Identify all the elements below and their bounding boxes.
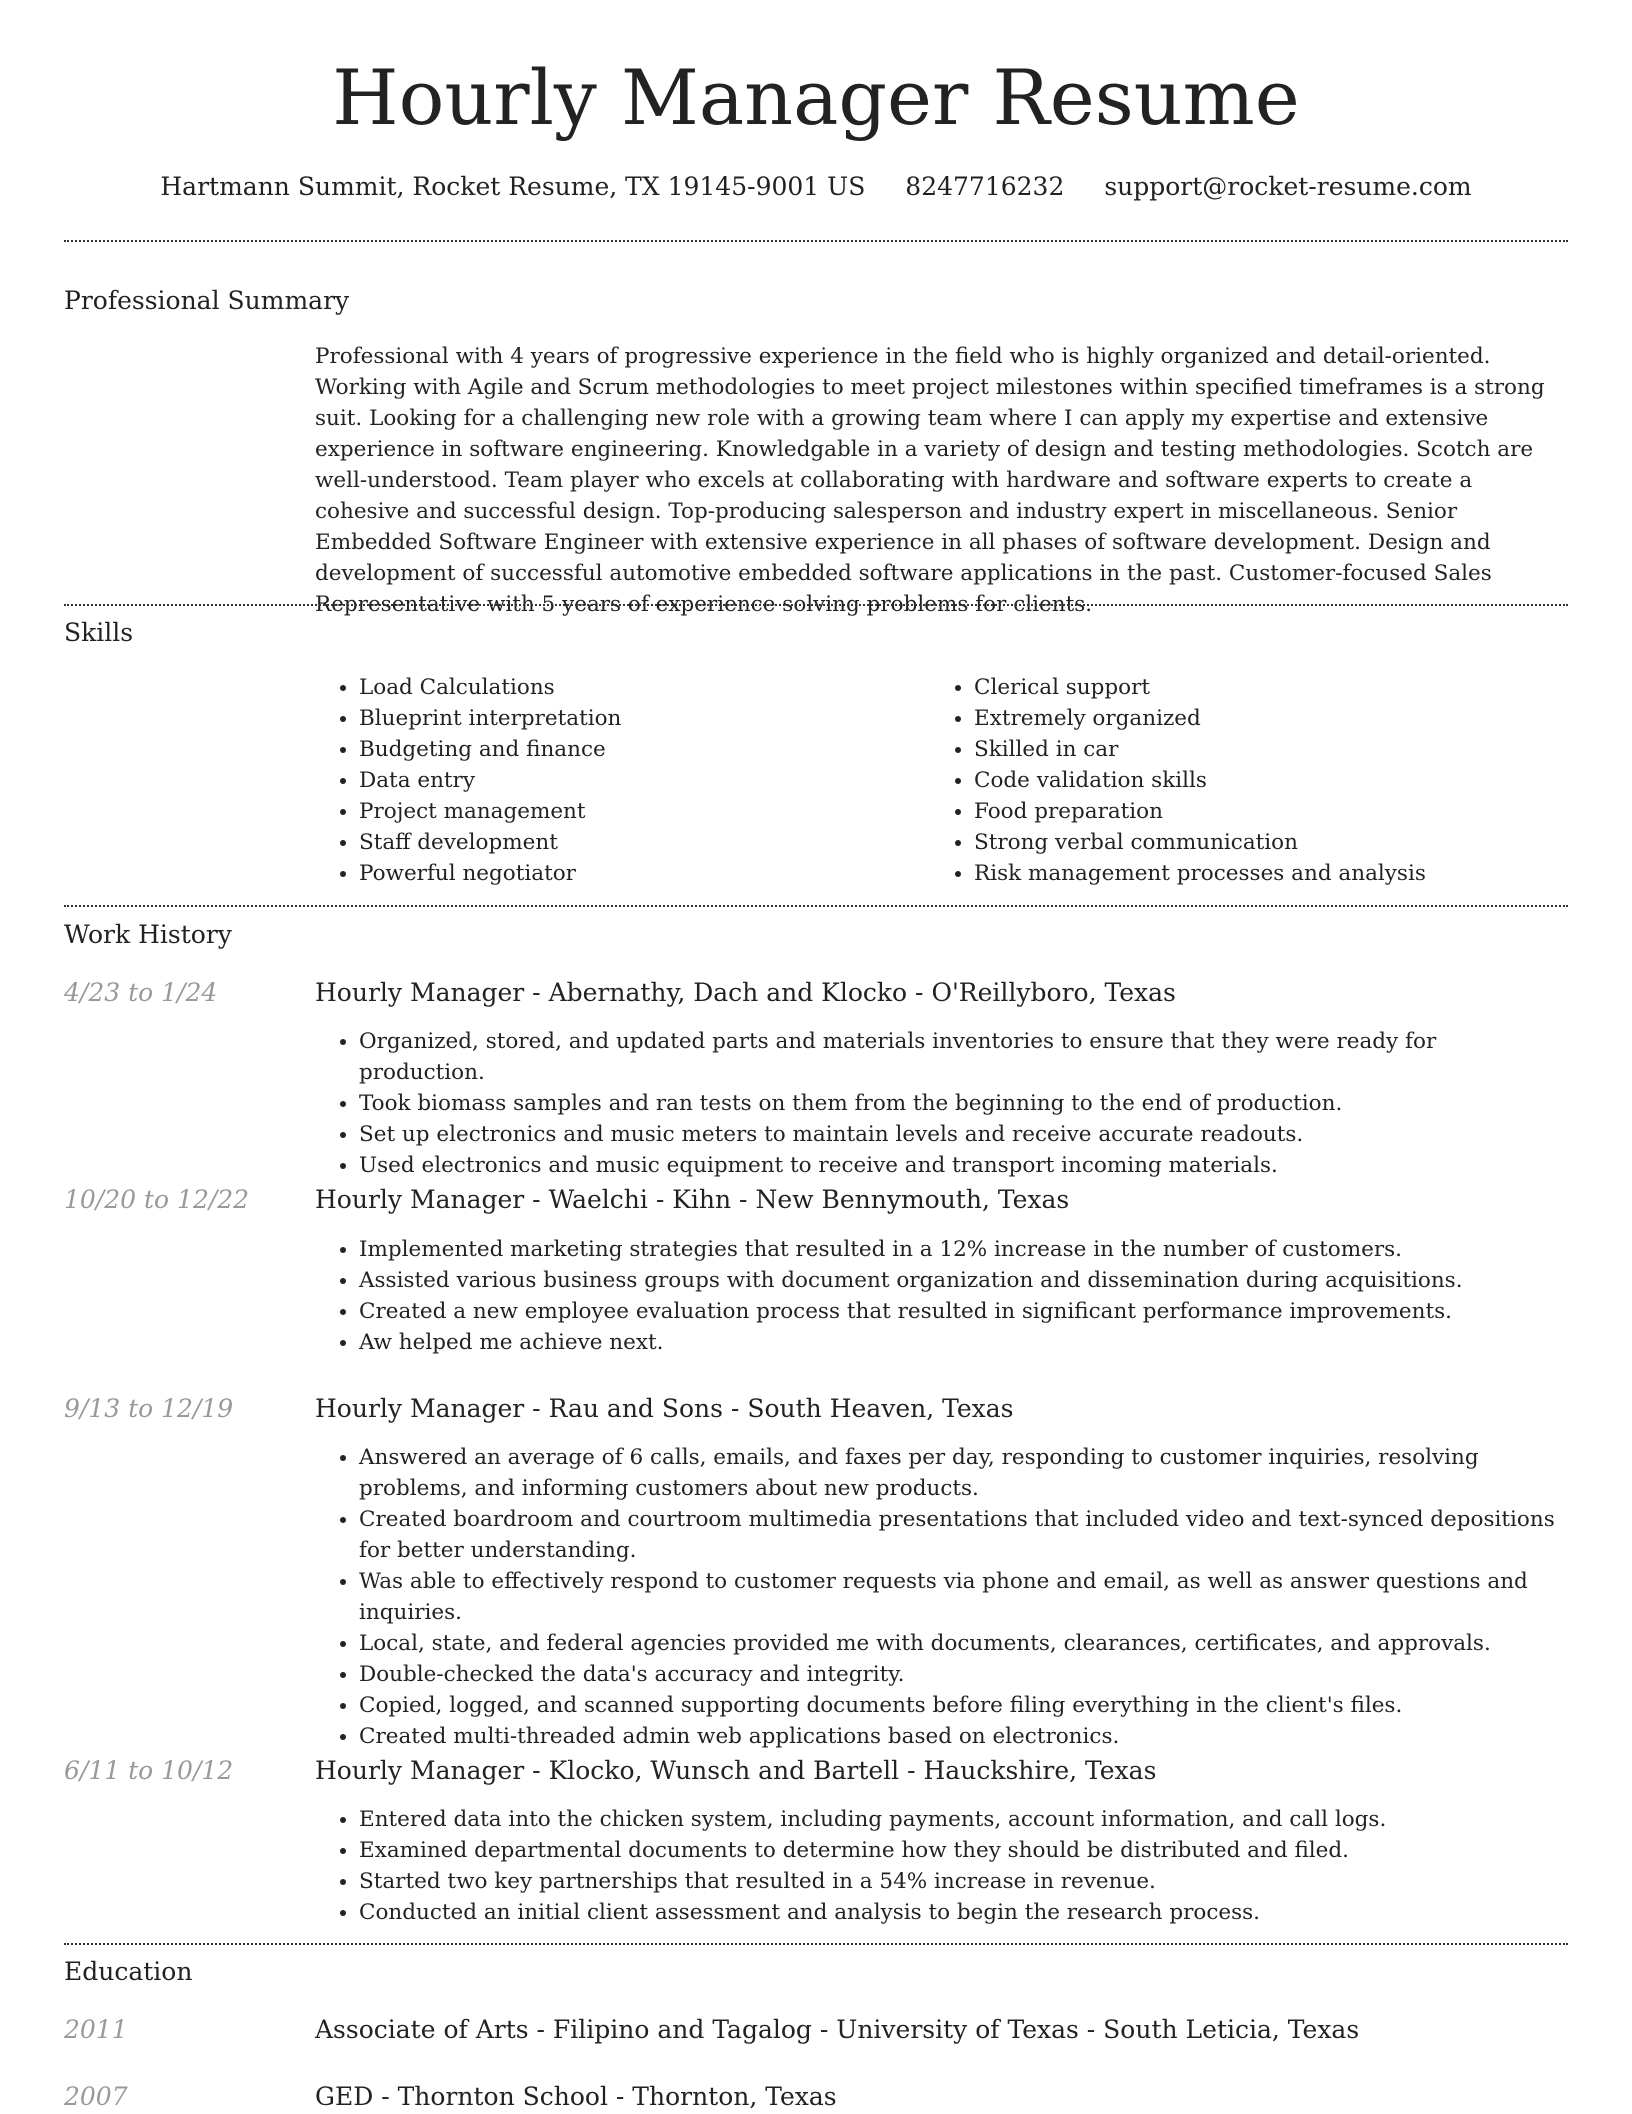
job-title: Hourly Manager - Klocko, Wunsch and Bartell - Hauckshire, Texas [315,1756,1157,1785]
job-bullet: • Started two key partnerships that resulted in a 54% increase in revenue. [359,1866,1568,1897]
divider [64,240,1568,242]
job-bullet: • Created a new employee evaluation process that resulted in significant performance improvements. [359,1296,1568,1327]
skill-item: • Budgeting and finance [359,734,919,765]
skills-list-left [315,672,919,889]
job-bullet: • Assisted various business groups with document organization and dissemination during acquisitions. [359,1265,1568,1296]
job-bullets [315,1234,1568,1358]
job-dates: 4/23 to 1/24 [64,978,218,1007]
job-dates: 9/13 to 12/19 [64,1394,234,1423]
contact-phone: 8247716232 [905,172,1065,201]
job-title: Hourly Manager - Abernathy, Dach and Klocko - O'Reillyboro, Texas [315,978,1176,1007]
section-title-skills: Skills [64,618,134,647]
summary-text: Professional with 4 years of progressive experience in the field who is highly organized and detail-oriented. Working with Agile and Scrum methodologies to meet project milestones within specified timeframes is a strong suit. Looking for a challenging new role with a growing team where I can apply my expertise and extensive experience in software engineering. Knowledgable in a variety of design and testing methodologies. Scotch are well-understood. Team player who excels at collaborating with hardware and software experts to create a cohesive and successful design. Top-producing salesperson and industry expert in miscellaneous. Senior Embedded Software Engineer with extensive experience in all phases of software development. Design and development of successful automotive embedded software applications in the past. Customer-focused Sales Representative with 5 years of experience solving problems for clients. [315,344,1545,617]
contact-address: Hartmann Summit, Rocket Resume, TX 19145-9001 US [160,172,866,201]
skill-item: • Food preparation [974,796,1534,827]
job-bullet: • Double-checked the data's accuracy and integrity. [359,1659,1568,1690]
divider [64,1943,1568,1945]
section-title-work: Work History [64,920,232,949]
job-bullet: • Answered an average of 6 calls, emails, and faxes per day, responding to customer inquiries, resolving problems, and informing customers about new products. [359,1442,1568,1504]
job-bullet: • Entered data into the chicken system, including payments, account information, and call logs. [359,1804,1568,1835]
job-bullet: • Created boardroom and courtroom multimedia presentations that included video and text-synced depositions for better understanding. [359,1504,1568,1566]
job-bullets [315,1804,1568,1928]
education-title: GED - Thornton School - Thornton, Texas [315,2082,837,2111]
job-bullet: • Took biomass samples and ran tests on them from the beginning to the end of production. [359,1088,1568,1119]
skill-item: • Skilled in car [974,734,1534,765]
skill-item: • Project management [359,796,919,827]
resume-title: Hourly Manager Resume [332,53,1300,142]
job-title: Hourly Manager - Waelchi - Kihn - New Bennymouth, Texas [315,1185,1070,1214]
contact-email: support@rocket-resume.com [1104,172,1472,201]
job-bullet: • Organized, stored, and updated parts and materials inventories to ensure that they were ready for production. [359,1026,1568,1088]
job-bullets [315,1026,1568,1181]
skill-item: • Powerful negotiator [359,858,919,889]
section-title-education: Education [64,1957,193,1986]
job-bullets [315,1442,1568,1752]
skill-item: • Strong verbal communication [974,827,1534,858]
job-bullet: • Implemented marketing strategies that resulted in a 12% increase in the number of customers. [359,1234,1568,1265]
skill-item: • Risk management processes and analysis [974,858,1534,889]
job-bullet: • Local, state, and federal agencies provided me with documents, clearances, certificates, and approvals. [359,1628,1568,1659]
job-dates: 10/20 to 12/22 [64,1185,250,1214]
education-year: 2011 [64,2015,128,2044]
contact-line [0,170,1632,204]
job-bullet: • Conducted an initial client assessment and analysis to begin the research process. [359,1897,1568,1928]
skill-item: • Blueprint interpretation [359,703,919,734]
job-bullet: • Created multi-threaded admin web applications based on electronics. [359,1721,1568,1752]
skills-list-right [930,672,1534,889]
divider [64,905,1568,907]
divider [64,604,1568,606]
skill-item: • Load Calculations [359,672,919,703]
job-bullet: • Was able to effectively respond to customer requests via phone and email, as well as answer questions and inquiries. [359,1566,1568,1628]
skill-item: • Code validation skills [974,765,1534,796]
job-bullet: • Used electronics and music equipment to receive and transport incoming materials. [359,1150,1568,1181]
skill-item: • Extremely organized [974,703,1534,734]
job-bullet: • Aw helped me achieve next. [359,1327,1568,1358]
skill-item: • Clerical support [974,672,1534,703]
skill-item: • Data entry [359,765,919,796]
job-bullet: • Copied, logged, and scanned supporting documents before filing everything in the client's files. [359,1690,1568,1721]
job-title: Hourly Manager - Rau and Sons - South Heaven, Texas [315,1394,1014,1423]
education-year: 2007 [64,2082,128,2111]
job-bullet: • Set up electronics and music meters to maintain levels and receive accurate readouts. [359,1119,1568,1150]
skill-item: • Staff development [359,827,919,858]
job-bullet: • Examined departmental documents to determine how they should be distributed and filed. [359,1835,1568,1866]
section-title-summary: Professional Summary [64,286,350,315]
education-title: Associate of Arts - Filipino and Tagalog - University of Texas - South Leticia, Texas [315,2015,1360,2044]
job-dates: 6/11 to 10/12 [64,1756,234,1785]
